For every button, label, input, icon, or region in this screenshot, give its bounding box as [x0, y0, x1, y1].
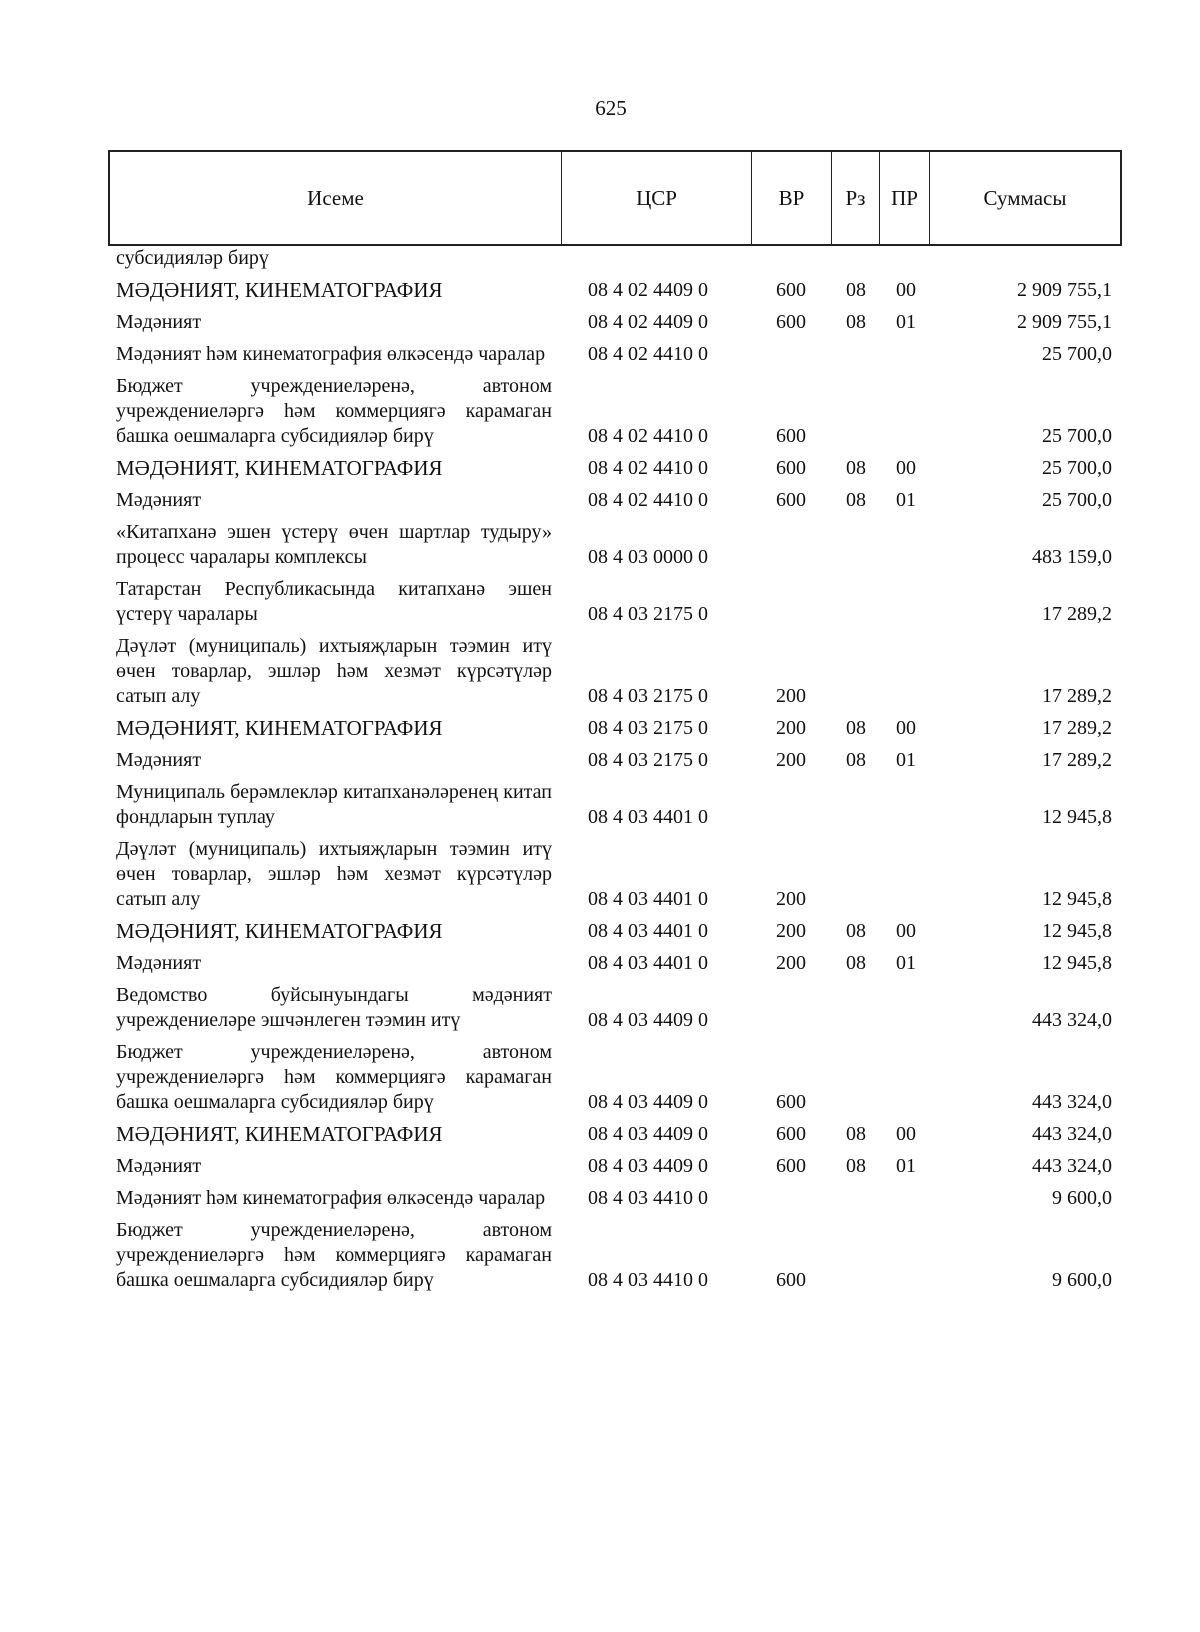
table-row — [0, 983, 1200, 1033]
cell-name: Мәдәният — [116, 1155, 202, 1177]
cell-name: МӘДӘНИЯТ, КИНЕМАТОГРАФИЯ — [116, 919, 443, 943]
cell-rz: 08 — [846, 279, 866, 301]
cell-name: Бюджет учреждениеләренә, автоном учреждениеләргә һәм коммерциягә карамаган башка оешмаларга субсидияләр бирү — [116, 375, 552, 447]
cell-sum: 483 159,0 — [1032, 546, 1112, 568]
cell-name: МӘДӘНИЯТ, КИНЕМАТОГРАФИЯ — [116, 1122, 443, 1146]
cell-sum: 12 945,8 — [1042, 888, 1112, 910]
cell-sum: 17 289,2 — [1042, 685, 1112, 707]
cell-pr: 01 — [896, 952, 916, 974]
cell-name: Мәдәният — [116, 311, 202, 333]
cell-sum: 25 700,0 — [1042, 425, 1112, 447]
table-row — [0, 278, 1200, 303]
cell-rz: 08 — [846, 952, 866, 974]
cell-pr: 01 — [896, 749, 916, 771]
cell-name: Мәдәният һәм кинематография өлкәсендә чаралар — [116, 1187, 546, 1209]
cell-vr: 600 — [776, 311, 806, 333]
table-body — [0, 246, 1200, 1300]
column-header-name: Исеме — [110, 152, 562, 244]
cell-name: МӘДӘНИЯТ, КИНЕМАТОГРАФИЯ — [116, 716, 443, 740]
cell-csr: 08 4 03 4409 0 — [588, 1123, 708, 1145]
cell-rz: 08 — [846, 489, 866, 511]
cell-pr: 00 — [896, 920, 916, 942]
table-row — [0, 456, 1200, 481]
table-row — [0, 342, 1200, 367]
cell-pr: 00 — [896, 717, 916, 739]
cell-pr: 00 — [896, 1123, 916, 1145]
table-row — [0, 716, 1200, 741]
cell-sum: 443 324,0 — [1032, 1123, 1112, 1145]
page-number: 625 — [595, 96, 627, 120]
cell-vr: 600 — [776, 279, 806, 301]
cell-vr: 200 — [776, 888, 806, 910]
cell-vr: 600 — [776, 457, 806, 479]
cell-csr: 08 4 02 4410 0 — [588, 343, 708, 365]
cell-name: Дәүләт (муниципаль) ихтыяҗларын тәэмин итү өчен товарлар, эшләр һәм хезмәт күрсәтүләр сатып алу — [116, 838, 552, 910]
cell-sum: 2 909 755,1 — [1017, 279, 1112, 301]
cell-pr: 01 — [896, 1155, 916, 1177]
cell-pr: 00 — [896, 279, 916, 301]
cell-sum: 9 600,0 — [1052, 1269, 1112, 1291]
cell-csr: 08 4 03 2175 0 — [588, 749, 708, 771]
cell-name: Мәдәният — [116, 952, 202, 974]
table-row — [0, 246, 1200, 271]
cell-vr: 200 — [776, 749, 806, 771]
cell-csr: 08 4 02 4410 0 — [588, 489, 708, 511]
table-row — [0, 1186, 1200, 1211]
cell-sum: 12 945,8 — [1042, 920, 1112, 942]
cell-name: «Китапханә эшен үстерү өчен шартлар тудыру» процесс чаралары комплексы — [116, 521, 552, 568]
cell-vr: 600 — [776, 1123, 806, 1145]
table-row — [0, 837, 1200, 912]
cell-vr: 600 — [776, 1155, 806, 1177]
cell-sum: 25 700,0 — [1042, 457, 1112, 479]
cell-sum: 17 289,2 — [1042, 749, 1112, 771]
cell-name: Мәдәният — [116, 489, 202, 511]
cell-csr: 08 4 02 4409 0 — [588, 311, 708, 333]
cell-sum: 12 945,8 — [1042, 806, 1112, 828]
cell-csr: 08 4 02 4410 0 — [588, 425, 708, 447]
cell-csr: 08 4 03 4401 0 — [588, 806, 708, 828]
cell-csr: 08 4 03 4401 0 — [588, 888, 708, 910]
cell-csr: 08 4 02 4409 0 — [588, 279, 708, 301]
column-header-rz: Рз — [832, 152, 880, 244]
cell-name: Мәдәният — [116, 749, 202, 771]
cell-csr: 08 4 03 4409 0 — [588, 1009, 708, 1031]
cell-vr: 200 — [776, 685, 806, 707]
cell-sum: 443 324,0 — [1032, 1155, 1112, 1177]
column-header-sum: Суммасы — [983, 185, 1067, 210]
cell-name: Муниципаль берәмлекләр китапханәләренең китап фондларын туплау — [116, 781, 552, 828]
cell-csr: 08 4 03 2175 0 — [588, 603, 708, 625]
cell-sum: 443 324,0 — [1032, 1091, 1112, 1113]
cell-csr: 08 4 03 4410 0 — [588, 1187, 708, 1209]
cell-name: Бюджет учреждениеләренә, автоном учреждениеләргә һәм коммерциягә карамаган башка оешмаларга субсидияләр бирү — [116, 1219, 552, 1291]
table-row — [0, 520, 1200, 570]
table-row — [0, 1122, 1200, 1147]
cell-name: Дәүләт (муниципаль) ихтыяҗларын тәэмин итү өчен товарлар, эшләр һәм хезмәт күрсәтүләр сатып алу — [116, 635, 552, 707]
cell-vr: 600 — [776, 425, 806, 447]
cell-vr: 600 — [776, 1269, 806, 1291]
table-row — [0, 634, 1200, 709]
cell-name: МӘДӘНИЯТ, КИНЕМАТОГРАФИЯ — [116, 278, 443, 302]
table-row — [0, 374, 1200, 449]
cell-vr: 200 — [776, 717, 806, 739]
cell-csr: 08 4 03 4409 0 — [588, 1091, 708, 1113]
cell-csr: 08 4 03 2175 0 — [588, 685, 708, 707]
cell-vr: 600 — [776, 489, 806, 511]
table-row — [0, 1218, 1200, 1293]
cell-name: Татарстан Республикасында китапханә эшен үстерү чаралары — [116, 578, 552, 625]
table-header — [108, 150, 1122, 246]
cell-sum: 9 600,0 — [1052, 1187, 1112, 1209]
cell-csr: 08 4 03 0000 0 — [588, 546, 708, 568]
table-row — [0, 488, 1200, 513]
cell-vr: 200 — [776, 920, 806, 942]
cell-vr: 600 — [776, 1091, 806, 1113]
cell-sum: 443 324,0 — [1032, 1009, 1112, 1031]
cell-name: Мәдәният һәм кинематография өлкәсендә чаралар — [116, 343, 546, 365]
table-row — [0, 1154, 1200, 1179]
column-header-vr: ВР — [752, 152, 832, 244]
table-row — [0, 577, 1200, 627]
cell-rz: 08 — [846, 717, 866, 739]
cell-csr: 08 4 03 2175 0 — [588, 717, 708, 739]
column-header-pr: ПР — [880, 152, 930, 244]
cell-csr: 08 4 03 4401 0 — [588, 952, 708, 974]
cell-sum: 17 289,2 — [1042, 603, 1112, 625]
table-row — [0, 951, 1200, 976]
cell-csr: 08 4 03 4409 0 — [588, 1155, 708, 1177]
cell-pr: 01 — [896, 311, 916, 333]
cell-rz: 08 — [846, 1123, 866, 1145]
cell-csr: 08 4 02 4410 0 — [588, 457, 708, 479]
cell-sum: 25 700,0 — [1042, 343, 1112, 365]
cell-name: Ведомство буйсынуындагы мәдәният учреждениеләре эшчәнлеген тәэмин итү — [116, 984, 552, 1031]
cell-sum: 2 909 755,1 — [1017, 311, 1112, 333]
cell-csr: 08 4 03 4410 0 — [588, 1269, 708, 1291]
table-row — [0, 310, 1200, 335]
cell-vr: 200 — [776, 952, 806, 974]
cell-name: МӘДӘНИЯТ, КИНЕМАТОГРАФИЯ — [116, 456, 443, 480]
cell-name: Бюджет учреждениеләренә, автоном учреждениеләргә һәм коммерциягә карамаган башка оешмаларга субсидияләр бирү — [116, 1041, 552, 1113]
cell-sum: 17 289,2 — [1042, 717, 1112, 739]
column-header-csr: ЦСР — [562, 152, 752, 244]
cell-pr: 00 — [896, 457, 916, 479]
cell-rz: 08 — [846, 457, 866, 479]
table-row — [0, 1040, 1200, 1115]
table-row — [0, 748, 1200, 773]
cell-rz: 08 — [846, 1155, 866, 1177]
cell-sum: 12 945,8 — [1042, 952, 1112, 974]
cell-rz: 08 — [846, 749, 866, 771]
cell-rz: 08 — [846, 920, 866, 942]
cell-pr: 01 — [896, 489, 916, 511]
cell-csr: 08 4 03 4401 0 — [588, 920, 708, 942]
cell-rz: 08 — [846, 311, 866, 333]
cell-name: субсидияләр бирү — [116, 247, 269, 269]
table-row — [0, 780, 1200, 830]
table-row — [0, 919, 1200, 944]
cell-sum: 25 700,0 — [1042, 489, 1112, 511]
